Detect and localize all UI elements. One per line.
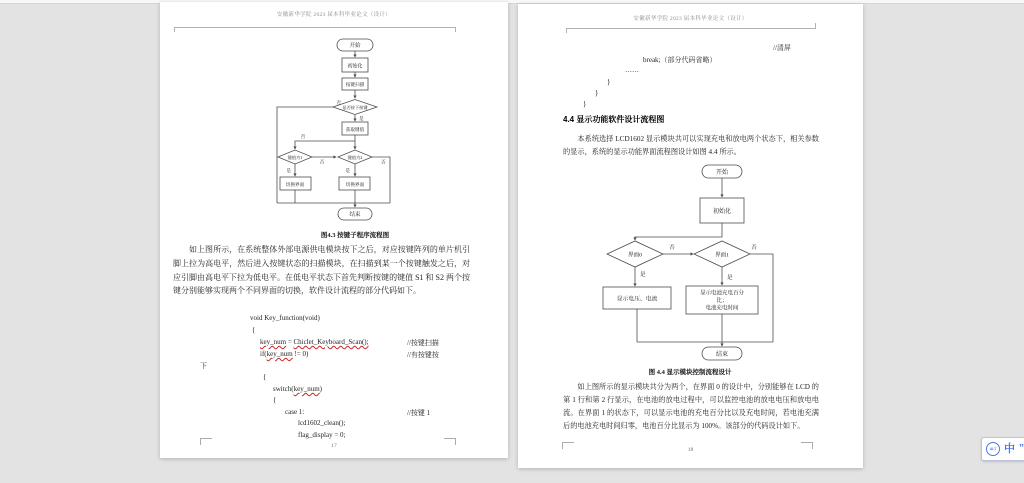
node-get-key-value xyxy=(342,122,368,135)
code-line[interactable]: flag_display = 0; xyxy=(298,431,346,439)
body-paragraph[interactable]: 如上图所示，在系统整体外部电源供电模块按下之后，对应按键阵列的单片机引脚上拉为高电平，然后进入按键状态的扫描模块，在扫描到某一个按键触发之后，对应引脚由高电平下拉为低电平。在低电平状态下首先判断按键的键值 S1 和 S2 两个按键分别能够实现两个不同界面的切换，软件设计流程的部分代码如下。 xyxy=(173,245,470,296)
node-switch-ui-right xyxy=(339,177,370,190)
flowchart-display-module[interactable] xyxy=(595,163,785,363)
node-start xyxy=(702,165,742,178)
page-number: 17 xyxy=(331,443,337,449)
header-boundary-mark xyxy=(455,27,456,32)
node-end xyxy=(338,208,372,220)
edge-label-yes: 是 xyxy=(359,116,364,121)
node-init xyxy=(700,198,744,223)
header-rule xyxy=(174,27,456,28)
flowchart-key-subroutine[interactable] xyxy=(245,36,475,224)
svg-text:结束: 结束 xyxy=(349,212,361,218)
edge-labels xyxy=(640,243,757,281)
code-comment: //按键扫描 xyxy=(407,339,439,347)
section-heading-4-4[interactable]: 4.4 显示功能软件设计流程图 xyxy=(563,115,665,124)
decision-key-value-1 xyxy=(278,150,312,164)
page-header-text: 安徽新华学院 2023 届本科毕业论文（设计） xyxy=(633,16,748,22)
code-line[interactable]: break;（部分代码省略） xyxy=(643,56,717,64)
code-line[interactable]: } xyxy=(583,100,587,108)
ime-language-mode-button[interactable]: 中 xyxy=(1004,442,1015,455)
svg-text:切换界面: 切换界面 xyxy=(285,182,305,187)
code-comment: //清屏 xyxy=(773,44,791,52)
svg-text:开始: 开始 xyxy=(715,170,729,176)
svg-text:初始化: 初始化 xyxy=(347,64,363,70)
edge-label-no: 否 xyxy=(319,159,325,165)
edge-labels xyxy=(287,99,387,174)
code-line[interactable]: lcd1602_clean(); xyxy=(298,419,346,427)
ime-punctuation-icon[interactable]: ” xyxy=(1019,443,1024,454)
page-18 xyxy=(518,4,863,468)
svg-text:开始: 开始 xyxy=(349,43,361,49)
code-line[interactable]: switch(key_num) xyxy=(273,385,323,393)
page-number: 18 xyxy=(687,447,694,453)
svg-text:界面1: 界面1 xyxy=(715,252,729,259)
figure-caption-4-3[interactable]: 图4.3 按键子程序流程图 xyxy=(320,232,390,239)
code-comment: //按键 1 xyxy=(407,409,431,417)
node-key-scan xyxy=(342,78,368,90)
svg-text:显示电压、电流: 显示电压、电流 xyxy=(616,296,658,303)
edge-label-yes: 是 xyxy=(345,168,350,173)
code-line[interactable]: { xyxy=(252,326,256,334)
decision-ui0 xyxy=(607,241,663,267)
node-end xyxy=(702,347,742,360)
svg-text:键值为2: 键值为2 xyxy=(347,155,363,160)
code-line[interactable]: } xyxy=(595,89,599,97)
svg-text:结束: 结束 xyxy=(715,352,729,358)
svg-text:键值为1: 键值为1 xyxy=(287,155,303,160)
edge-label-yes: 是 xyxy=(640,272,646,278)
ime-logo-icon[interactable]: ALT xyxy=(986,442,1000,456)
code-line[interactable] xyxy=(518,43,863,54)
header-rule xyxy=(566,28,816,29)
node-init xyxy=(342,58,368,72)
code-line[interactable]: key_num = Chiclet_Keyboard_Scan(); //按键扫描 xyxy=(260,338,439,347)
code-line[interactable]: case 1: //按键 1 xyxy=(285,408,431,417)
svg-text:比；: 比； xyxy=(716,298,728,304)
code-line[interactable]: { xyxy=(263,373,267,381)
svg-text:切换界面: 切换界面 xyxy=(345,182,365,187)
node-show-voltage-current xyxy=(603,287,671,309)
decision-key-value-2 xyxy=(338,150,372,164)
svg-text:获取键值: 获取键值 xyxy=(345,127,365,132)
edge-label-no: 否 xyxy=(751,245,757,251)
code-line[interactable]: 下 xyxy=(200,362,207,370)
svg-text:界面0: 界面0 xyxy=(628,252,642,259)
svg-text:显示电池充电百分: 显示电池充电百分 xyxy=(699,290,745,297)
svg-text:电池充电时间: 电池充电时间 xyxy=(705,305,739,312)
edge-label-no: 否 xyxy=(336,100,341,105)
code-line[interactable]: } xyxy=(607,78,611,86)
edge-label-no: 否 xyxy=(300,134,306,139)
svg-text:是否按下按键: 是否按下按键 xyxy=(342,105,368,110)
node-start xyxy=(337,39,373,51)
node-switch-ui-left xyxy=(280,177,311,190)
header-boundary-mark xyxy=(174,27,175,32)
header-boundary-mark xyxy=(815,23,816,28)
page-17 xyxy=(160,2,508,458)
header-boundary-mark xyxy=(566,28,567,33)
ime-toolbar[interactable] xyxy=(981,437,1024,461)
figure-caption-4-4[interactable]: 图 4.4 显示模块控制流程设计 xyxy=(648,369,732,376)
page-header-text: 安徽新华学院 2023 届本科毕业论文（设计） xyxy=(276,12,392,18)
code-line[interactable]: if(key_num != 0) //有按键按 xyxy=(260,350,439,359)
code-line[interactable]: …… xyxy=(625,66,639,74)
code-comment: //有按键按 xyxy=(407,351,439,359)
node-show-charge-percent xyxy=(686,286,758,314)
decision-ui1 xyxy=(694,241,750,267)
window-top-edge xyxy=(0,0,1024,4)
edge-label-yes: 是 xyxy=(286,168,291,173)
code-line[interactable]: { xyxy=(273,396,277,404)
edge-label-no: 否 xyxy=(669,245,675,251)
edge-label-yes: 是 xyxy=(727,275,733,281)
body-paragraph[interactable]: 本系统选择 LCD1602 显示模块共可以实现充电和放电两个状态下，相关参数的显示，系统的显示功能界面流程图设计如图 4.4 所示。 xyxy=(563,135,819,156)
edge-label-no: 否 xyxy=(381,159,386,165)
body-paragraph[interactable]: 如上图所示的显示模块共分为两个，在界面 0 的设计中，分别能够在 LCD 的第 1 行和第 2 行显示，在电池的放电过程中，可以监控电池的放电电压和放电电流。在界面 1 的状态下，可以显示电池的充电百分比以及充电时间，若电池充满后的电池充电时间归零，电池百分比显示为 100%。该部分的代码设计如下。 xyxy=(563,383,819,430)
svg-text:初始化: 初始化 xyxy=(712,209,732,215)
code-line[interactable]: void Key_function(void) xyxy=(250,314,320,322)
svg-text:按键扫描: 按键扫描 xyxy=(345,82,365,87)
